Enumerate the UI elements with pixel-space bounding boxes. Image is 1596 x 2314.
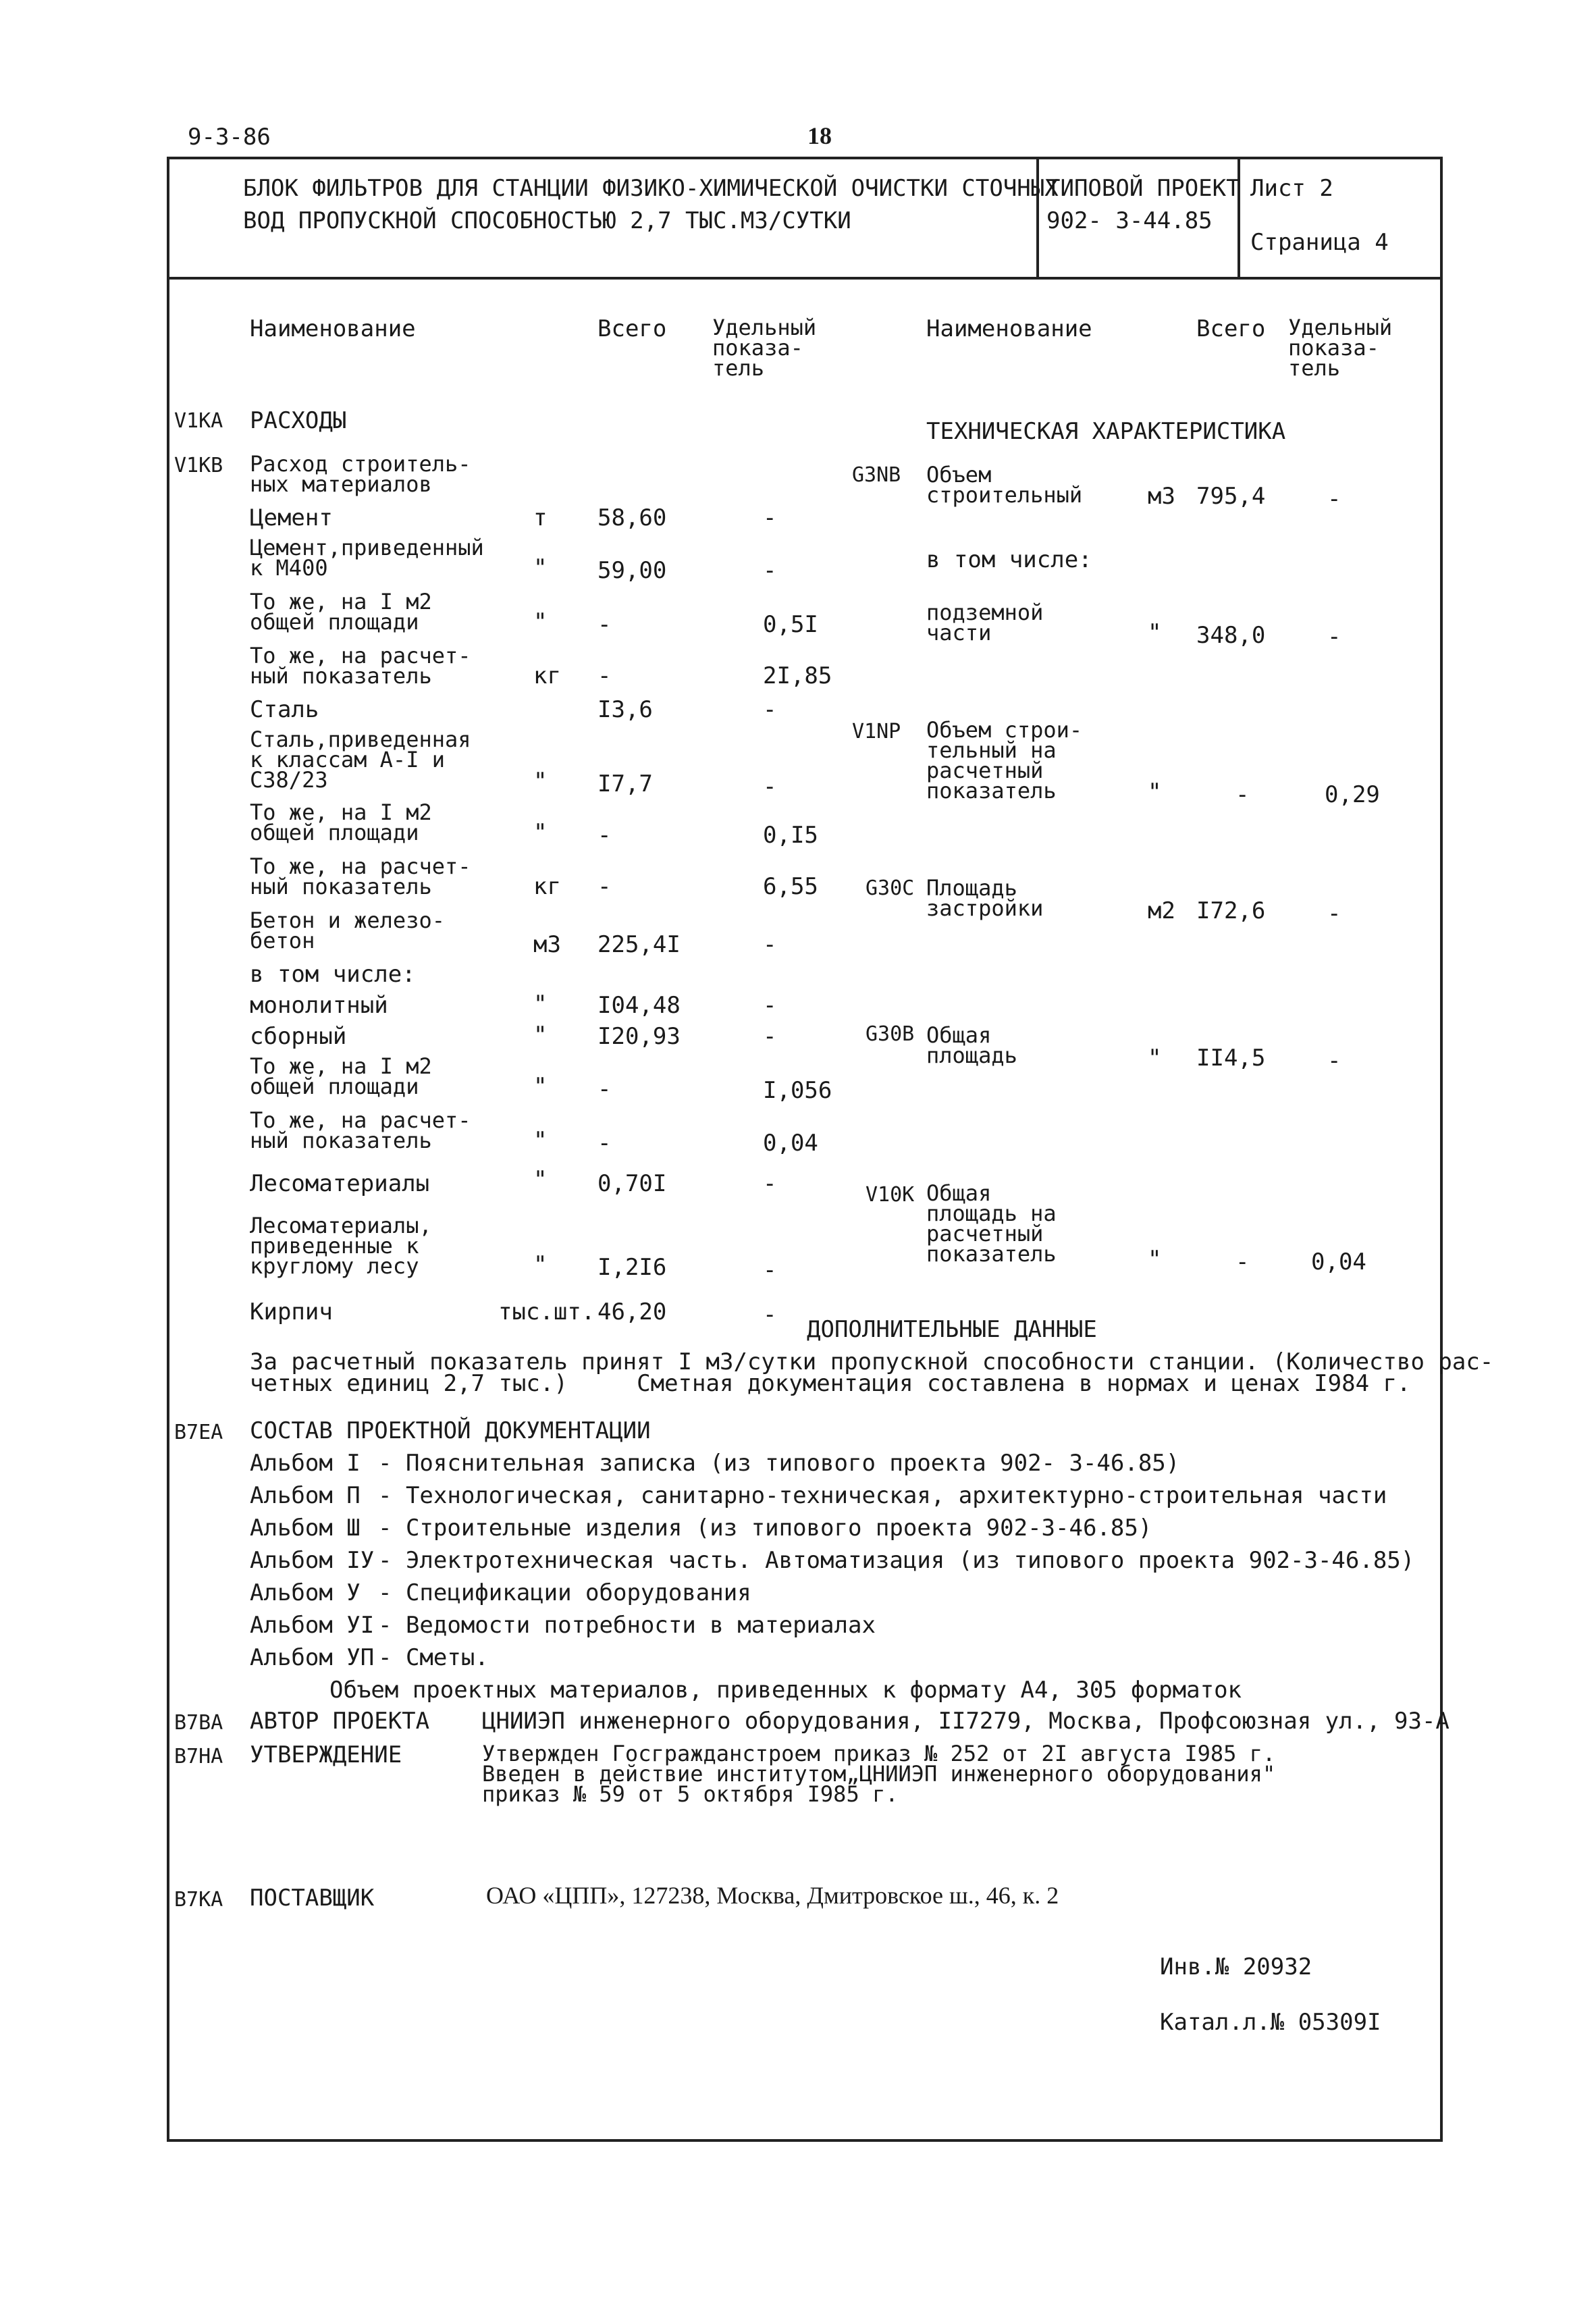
album-label: Альбом П xyxy=(250,1482,361,1509)
left-row-name: То же, на расчет- ный показатель xyxy=(250,1107,471,1153)
album-label: Альбом Ш xyxy=(250,1515,361,1542)
left-row-total: - xyxy=(597,873,612,900)
left-row-name: Цемент,приведенный к М400 xyxy=(250,535,484,581)
header-title-line1: БЛОК ФИЛЬТРОВ ДЛЯ СТАНЦИИ ФИЗИКО-ХИМИЧЕСКОЙ ОЧИСТКИ СТОЧНЫХ xyxy=(243,175,1059,202)
left-row-total: - xyxy=(597,822,612,849)
header-bottom-rule xyxy=(167,277,1443,280)
left-row-spec: 2I,85 xyxy=(763,662,832,689)
right-row-unit: " xyxy=(1148,1045,1162,1072)
left-row-unit: м3 xyxy=(533,931,561,958)
left-row-total: 225,4I xyxy=(597,931,681,958)
right-row-total: - xyxy=(1235,781,1250,808)
album-text: - Спецификации оборудования xyxy=(378,1579,751,1606)
left-row-total: I7,7 xyxy=(597,770,653,797)
right-row-name: Общая площадь xyxy=(926,1022,1017,1068)
left-row-name: в том числе: xyxy=(250,961,416,988)
right-row-spec: - xyxy=(1327,623,1341,650)
right-row-name: Объем строи- тельный на расчетный показатель xyxy=(926,717,1083,804)
col-specific-left: Удельный показа- тель xyxy=(712,315,817,381)
sheet-label: Лист 2 xyxy=(1250,175,1333,202)
right-row-total: II4,5 xyxy=(1196,1045,1266,1072)
left-row-name: Сталь xyxy=(250,696,319,723)
left-row-unit: кг xyxy=(533,873,561,900)
right-row-code: G30C xyxy=(866,876,915,900)
right-row-spec: 0,04 xyxy=(1311,1248,1366,1276)
left-row-total: - xyxy=(597,662,612,689)
left-row-unit: " xyxy=(533,554,548,581)
left-row-unit: " xyxy=(533,608,548,635)
page-label: Страница 4 xyxy=(1250,229,1389,256)
author-label: АВТОР ПРОЕКТА xyxy=(250,1708,430,1735)
header-title-line2: ВОД ПРОПУСКНОЙ СПОСОБНОСТЬЮ 2,7 ТЫС.М3/СУТКИ xyxy=(243,207,851,234)
code-author: В7ВА xyxy=(174,1711,223,1735)
left-row-unit: " xyxy=(533,1073,548,1100)
left-row-spec: - xyxy=(763,773,777,800)
left-row-unit: " xyxy=(533,768,548,795)
right-row-spec: 0,29 xyxy=(1325,781,1380,808)
left-row-total: 46,20 xyxy=(597,1298,667,1325)
right-row-total: I72,6 xyxy=(1196,897,1266,924)
col-total-left: Всего xyxy=(597,315,667,342)
col-total-right: Всего xyxy=(1196,315,1266,342)
right-row-spec: - xyxy=(1327,1047,1341,1074)
left-row-total: - xyxy=(597,1130,612,1157)
expenses-title: РАСХОДЫ xyxy=(250,407,347,434)
right-row-spec: - xyxy=(1327,485,1341,512)
right-row-spec: - xyxy=(1327,900,1341,927)
left-row-total: I3,6 xyxy=(597,696,653,723)
left-row-name: сборный xyxy=(250,1023,347,1050)
extra-data-title: ДОПОЛНИТЕЛЬНЫЕ ДАННЫЕ xyxy=(807,1316,1097,1343)
catalog-number: Катал.л.№ 05309I xyxy=(1160,2009,1381,2036)
col-name-right: Наименование xyxy=(926,315,1092,342)
left-row-spec: 0,5I xyxy=(763,611,818,638)
left-row-name: То же, на I м2 общей площади xyxy=(250,799,432,845)
left-row-spec: - xyxy=(763,992,777,1019)
left-row-spec: - xyxy=(763,1023,777,1050)
left-row-spec: 0,I5 xyxy=(763,822,818,849)
right-row-code: G30B xyxy=(866,1022,915,1046)
album-text: - Пояснительная записка (из типового проекта 902- 3-46.85) xyxy=(378,1450,1180,1477)
approval-label: УТВЕРЖДЕНИЕ xyxy=(250,1741,402,1768)
left-row-name: Лесоматериалы xyxy=(250,1170,430,1197)
code-materials: V1KB xyxy=(174,454,223,477)
right-row-unit: " xyxy=(1148,619,1162,646)
left-row-name: То же, на I м2 общей площади xyxy=(250,589,432,635)
left-row-total: I20,93 xyxy=(597,1023,681,1050)
album-text: - Строительные изделия (из типового проекта 902-3-46.85) xyxy=(378,1515,1152,1542)
right-row-unit: м2 xyxy=(1148,897,1175,924)
left-row-name: Расход строитель- ных материалов xyxy=(250,451,471,497)
left-row-spec: - xyxy=(763,504,777,531)
author-text: ЦНИИЭП инженерного оборудования, II7279, Москва, Профсоюзная ул., 93-А xyxy=(482,1708,1449,1735)
right-row-total: - xyxy=(1235,1248,1250,1276)
album-label: Альбом I xyxy=(250,1450,361,1477)
album-label: Альбом IУ xyxy=(250,1547,375,1574)
right-row-name: Объем строительный xyxy=(926,462,1083,508)
left-row-unit: тыс.шт. xyxy=(498,1298,595,1325)
code-expenses: V1KA xyxy=(174,409,223,433)
right-row-total: 348,0 xyxy=(1196,622,1266,649)
project-number: 902- 3-44.85 xyxy=(1046,207,1213,234)
left-row-total: I,2I6 xyxy=(597,1254,667,1281)
right-row-code: G3NB xyxy=(852,463,901,487)
left-row-unit: " xyxy=(533,1166,548,1193)
right-row-unit: " xyxy=(1148,1246,1162,1273)
code-supplier: В7КА xyxy=(174,1888,223,1912)
note-line-1: За расчетный показатель принят I м3/сутки пропускной способности станции. (Количество рас- xyxy=(250,1348,1494,1375)
left-row-unit: кг xyxy=(533,662,561,689)
left-row-name: Кирпич xyxy=(250,1298,333,1325)
right-row-code: V10K xyxy=(866,1183,915,1207)
left-row-unit: т xyxy=(533,504,548,531)
code-approval: В7НА xyxy=(174,1745,223,1768)
album-label: Альбом УI xyxy=(250,1612,375,1639)
left-row-spec: - xyxy=(763,696,777,723)
left-row-spec: - xyxy=(763,1301,777,1328)
supplier-text: ОАО «ЦПП», 127238, Москва, Дмитровское ш., 46, к. 2 xyxy=(486,1882,1059,1909)
album-text: - Электротехническая часть. Автоматизация (из типового проекта 902-3-46.85) xyxy=(378,1547,1415,1574)
album-label: Альбом У xyxy=(250,1579,361,1606)
note-line-2: четных единиц 2,7 тыс.) Сметная документация составлена в нормах и ценах I984 г. xyxy=(250,1370,1411,1397)
right-row-name: Площадь застройки xyxy=(926,875,1044,921)
right-row-code: V1NP xyxy=(852,720,901,743)
left-row-spec: - xyxy=(763,1257,777,1284)
left-row-name: Бетон и железо- бетон xyxy=(250,908,445,953)
left-row-spec: I,056 xyxy=(763,1077,832,1104)
left-row-spec: 6,55 xyxy=(763,873,818,900)
right-row-name: подземной части xyxy=(926,600,1044,646)
left-row-name: То же, на I м2 общей площади xyxy=(250,1053,432,1099)
supplier-label: ПОСТАВЩИК xyxy=(250,1885,375,1912)
album-text: - Ведомости потребности в материалах xyxy=(378,1612,876,1639)
left-row-total: - xyxy=(597,611,612,638)
left-row-spec: - xyxy=(763,1170,777,1197)
left-row-name: То же, на расчет- ный показатель xyxy=(250,853,471,899)
composition-title: СОСТАВ ПРОЕКТНОЙ ДОКУМЕНТАЦИИ xyxy=(250,1417,651,1444)
code-composition: В7ЕА xyxy=(174,1421,223,1444)
project-volume: Объем проектных материалов, приведенных к формату А4, 305 форматок xyxy=(329,1677,1242,1704)
col-specific-right: Удельный показа- тель xyxy=(1288,315,1393,381)
right-row-name: в том числе: xyxy=(926,546,1092,573)
left-row-unit: " xyxy=(533,991,548,1018)
right-row-unit: м3 xyxy=(1148,483,1175,510)
left-row-total: 0,70I xyxy=(597,1170,667,1197)
left-row-name: Лесоматериалы, приведенные к круглому лесу xyxy=(250,1213,432,1279)
left-row-unit: " xyxy=(533,819,548,846)
approval-text: Утвержден Госгражданстроем приказ № 252 от 2I августа I985 г. Введен в действие институтом„ЦНИИЭП инженерного оборудования" приказ № 59 от 5 октября I985 г. xyxy=(482,1741,1276,1807)
col-name-left: Наименование xyxy=(250,315,416,342)
right-row-name: Общая площадь на расчетный показатель xyxy=(926,1180,1057,1267)
left-row-name: То же, на расчет- ный показатель xyxy=(250,643,471,689)
left-row-total: 58,60 xyxy=(597,504,667,531)
left-row-spec: - xyxy=(763,557,777,584)
left-row-total: I04,48 xyxy=(597,992,681,1019)
right-row-total: 795,4 xyxy=(1196,483,1266,510)
project-label: ТИПОВОЙ ПРОЕКТ xyxy=(1046,175,1240,202)
left-row-name: Сталь,приведенная к классам А-I и С38/23 xyxy=(250,727,471,793)
left-row-name: монолитный xyxy=(250,992,388,1019)
right-row-unit: " xyxy=(1148,779,1162,806)
left-row-unit: " xyxy=(533,1022,548,1049)
left-row-name: Цемент xyxy=(250,504,333,531)
left-row-unit: " xyxy=(533,1127,548,1154)
document-code: 9-3-86 xyxy=(188,124,271,151)
page-number: 18 xyxy=(807,122,832,149)
inventory-number: Инв.№ 20932 xyxy=(1160,1953,1312,1980)
left-row-total: 59,00 xyxy=(597,557,667,584)
left-row-spec: - xyxy=(763,931,777,958)
left-row-total: - xyxy=(597,1076,612,1103)
album-label: Альбом УП xyxy=(250,1644,375,1671)
album-text: - Технологическая, санитарно-техническая, архитектурно-строительная части xyxy=(378,1482,1387,1509)
album-text: - Сметы. xyxy=(378,1644,489,1671)
tech-characteristics-title: ТЕХНИЧЕСКАЯ ХАРАКТЕРИСТИКА xyxy=(926,418,1286,445)
left-row-spec: 0,04 xyxy=(763,1130,818,1157)
left-row-unit: " xyxy=(533,1251,548,1278)
